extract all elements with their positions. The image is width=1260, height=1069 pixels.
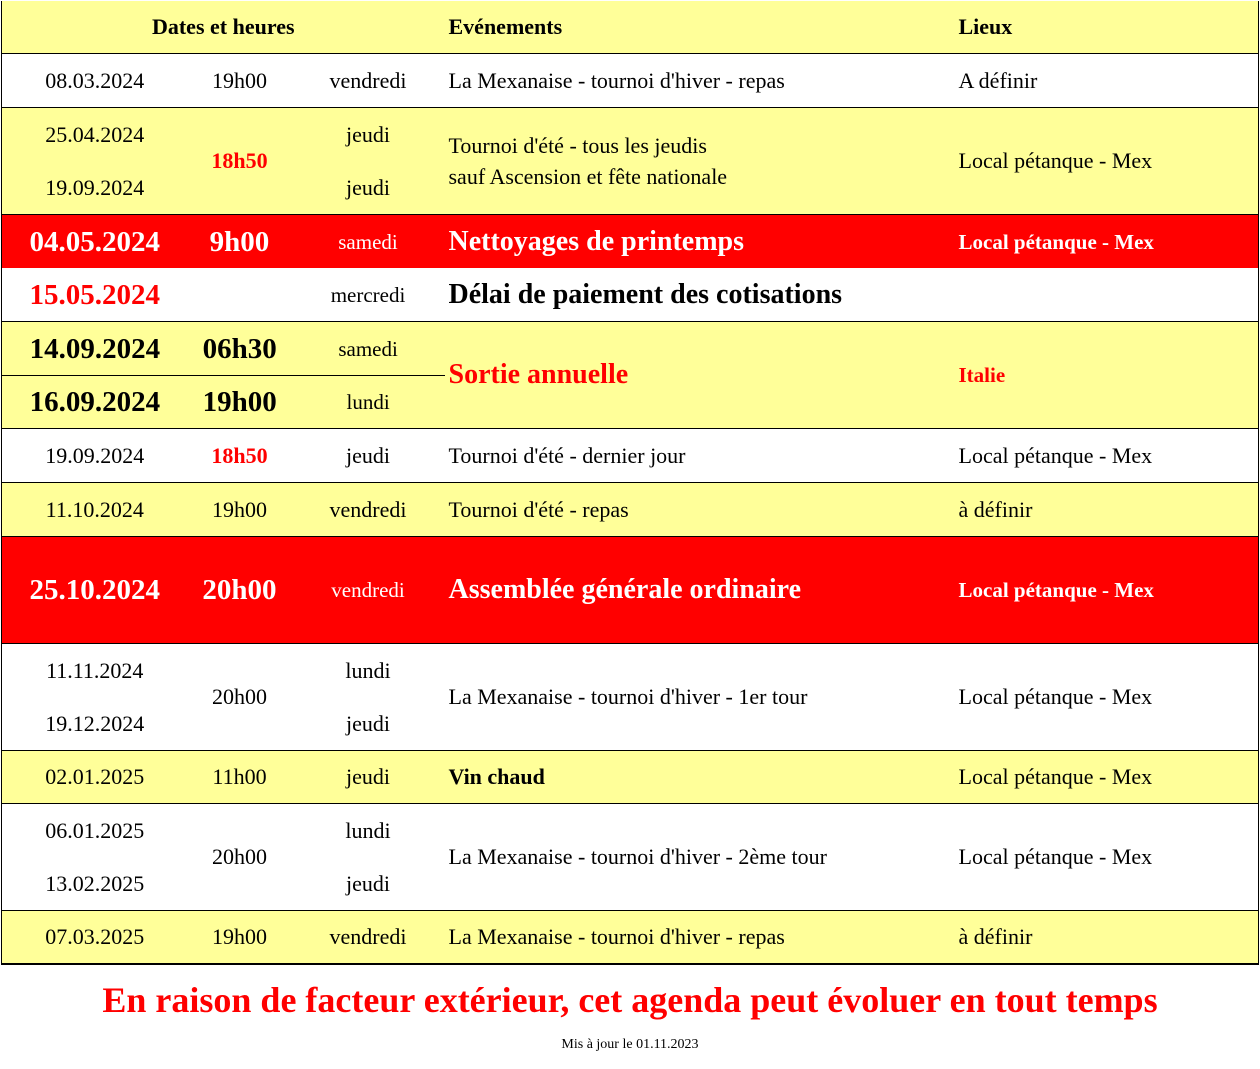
event-cell: Délai de paiement des cotisations — [448, 278, 843, 310]
header-places: Lieux — [955, 1, 1259, 54]
day-cell: vendredi — [292, 483, 445, 537]
table-row — [2, 804, 1259, 911]
time-cell: 9h00 — [188, 215, 292, 269]
date-cell: 08.03.2024 — [2, 54, 188, 108]
day-cell: lundi — [345, 657, 391, 683]
event-cell: Vin chaud — [445, 751, 955, 804]
date-cell: 04.05.2024 — [2, 215, 188, 269]
date-cell: 25.10.2024 — [2, 537, 188, 644]
event-cell: La Mexanaise - tournoi d'hiver - 2ème tour — [445, 804, 955, 911]
table-row — [2, 322, 1259, 429]
table-row — [2, 483, 1259, 537]
place-cell: A définir — [955, 54, 1259, 108]
day-cell: vendredi — [292, 911, 445, 965]
day-cell: vendredi — [292, 537, 445, 644]
time-cell: 19h00 — [188, 54, 292, 108]
date-cell: 11.10.2024 — [2, 483, 188, 537]
updated-date: Mis à jour le 01.11.2023 — [561, 1037, 699, 1052]
event-cell: Assemblée générale ordinaire — [445, 537, 955, 644]
table-row — [2, 215, 1259, 269]
event-line: sauf Ascension et fête nationale — [448, 164, 728, 189]
date-cell: 14.09.2024 — [29, 332, 161, 365]
place-cell: Local pétanque - Mex — [955, 429, 1259, 483]
time-cell: 06h30 — [202, 332, 277, 365]
day-cell: lundi — [346, 390, 390, 414]
day-cell: jeudi — [346, 870, 390, 896]
place-cell: à définir — [955, 483, 1259, 537]
day-cell: samedi — [338, 336, 398, 361]
place-cell: Local pétanque - Mex — [955, 537, 1259, 644]
time-cell — [188, 268, 292, 322]
place-cell: à définir — [955, 911, 1259, 965]
day-cell: jeudi — [346, 710, 390, 736]
day-cell: vendredi — [292, 54, 445, 108]
day-cell: jeudi — [292, 429, 445, 483]
event-cell: Tournoi d'été - repas — [445, 483, 955, 537]
time-cell: 18h50 — [188, 108, 292, 215]
time-cell: 19h00 — [188, 911, 292, 965]
place-cell: Local pétanque - Mex — [955, 215, 1259, 269]
date-cell: 19.09.2024 — [45, 174, 145, 200]
place-cell: Italie — [955, 322, 1259, 429]
place-cell: Local pétanque - Mex — [955, 804, 1259, 911]
agenda-table — [1, 1, 1259, 965]
day-cell: mercredi — [330, 282, 406, 307]
time-cell: 19h00 — [202, 386, 277, 418]
place-cell — [955, 268, 1259, 322]
header-events: Evénements — [448, 14, 563, 39]
event-cell: La Mexanaise - tournoi d'hiver - repas — [445, 911, 955, 965]
day-cell: jeudi — [346, 174, 390, 200]
date-cell: 07.03.2025 — [2, 911, 188, 965]
date-cell: 25.04.2024 — [45, 121, 145, 147]
day-cell: jeudi — [292, 751, 445, 804]
date-cell: 11.11.2024 — [46, 657, 144, 683]
table-row — [2, 537, 1259, 644]
table-row — [2, 268, 1259, 322]
place-cell: Local pétanque - Mex — [955, 108, 1259, 215]
time-cell: 20h00 — [188, 804, 292, 911]
time-cell: 20h00 — [188, 537, 292, 644]
date-cell: 15.05.2024 — [2, 268, 188, 322]
time-cell: 19h00 — [188, 483, 292, 537]
date-cell: 19.12.2024 — [45, 710, 145, 736]
header-row — [2, 1, 1259, 54]
event-cell: La Mexanaise - tournoi d'hiver - repas — [445, 54, 955, 108]
date-cell: 06.01.2025 — [45, 817, 145, 843]
table-row — [2, 911, 1259, 965]
table-row — [2, 54, 1259, 108]
table-row — [2, 108, 1259, 215]
table-row — [2, 644, 1259, 751]
day-cell: samedi — [292, 215, 445, 269]
event-line: Tournoi d'été - tous les jeudis — [448, 133, 707, 158]
day-cell: jeudi — [346, 121, 390, 147]
place-cell: Local pétanque - Mex — [955, 751, 1259, 804]
time-cell: 20h00 — [188, 644, 292, 751]
event-cell: Sortie annuelle — [445, 322, 955, 429]
date-cell: 19.09.2024 — [2, 429, 188, 483]
table-row — [2, 751, 1259, 804]
event-cell: Nettoyages de printemps — [445, 215, 955, 269]
day-cell: lundi — [345, 817, 391, 843]
table-row — [2, 429, 1259, 483]
time-cell: 18h50 — [188, 429, 292, 483]
date-cell: 02.01.2025 — [2, 751, 188, 804]
header-dates: Dates et heures — [2, 1, 445, 54]
notice-text: En raison de facteur extérieur, cet agenda peut évoluer en tout temps — [102, 980, 1158, 1020]
event-cell: La Mexanaise - tournoi d'hiver - 1er tour — [445, 644, 955, 751]
place-cell: Local pétanque - Mex — [955, 644, 1259, 751]
date-cell: 16.09.2024 — [29, 386, 161, 418]
time-cell: 11h00 — [188, 751, 292, 804]
event-cell: Tournoi d'été - dernier jour — [445, 429, 955, 483]
date-cell: 13.02.2025 — [45, 870, 145, 896]
